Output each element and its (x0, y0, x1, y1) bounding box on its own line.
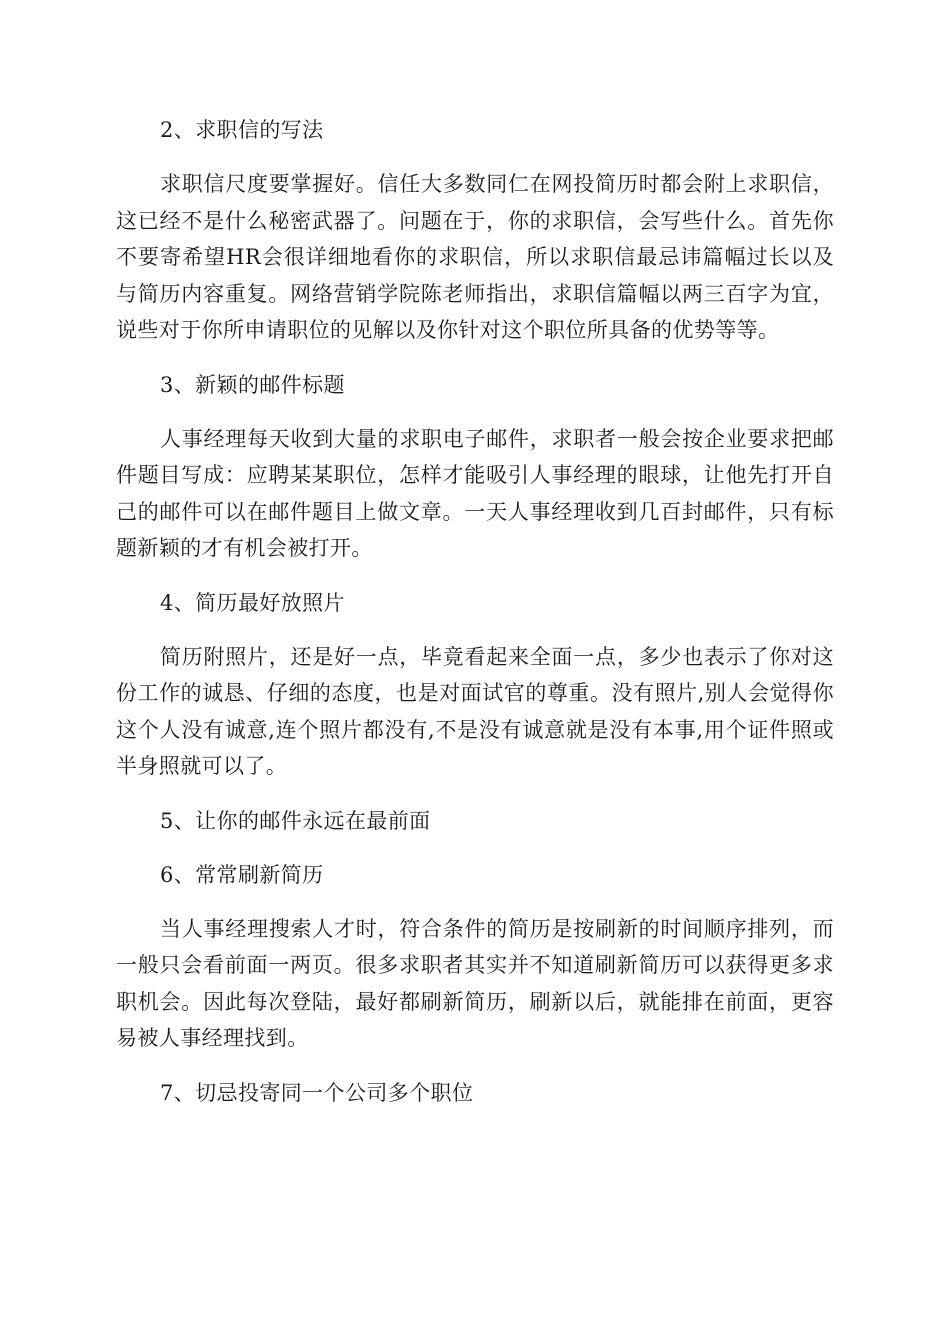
section-paragraph-2: 求职信尺度要掌握好。信任大多数同仁在网投简历时都会附上求职信，这已经不是什么秘密武器了。问题在于，你的求职信，会写些什么。首先你不要寄希望HR会很详细地看你的求职信，所以求职信最忌讳篇幅过长以及与简历内容重复。网络营销学院陈老师指出，求职信篇幅以两三百字为宜，说些对于你所申请职位的见解以及你针对这个职位所具备的优势等等。 (116, 172, 834, 342)
section-heading-4: 4、简历最好放照片 (160, 590, 345, 615)
section-heading-6: 6、常常刷新简历 (160, 862, 324, 887)
section-heading-3: 3、新颖的邮件标题 (160, 372, 345, 397)
document-body (116, 112, 834, 1111)
section-heading-5: 5、让你的邮件永远在最前面 (160, 808, 431, 833)
section-paragraph-6: 当人事经理搜索人才时，符合条件的简历是按刷新的时间顺序排列，而一般只会看前面一两页。很多求职者其实并不知道刷新简历可以获得更多求职机会。因此每次登陆，最好都刷新简历，刷新以后，就能排在前面，更容易被人事经理找到。 (116, 916, 834, 1050)
section-paragraph-3: 人事经理每天收到大量的求职电子邮件，求职者一般会按企业要求把邮件题目写成：应聘某某职位，怎样才能吸引人事经理的眼球，让他先打开自己的邮件可以在邮件题目上做文章。一天人事经理收到几百封邮件，只有标题新颖的才有机会被打开。 (116, 426, 834, 560)
section-heading-2: 2、求职信的写法 (160, 118, 324, 142)
section-paragraph-4: 简历附照片，还是好一点，毕竟看起来全面一点，多少也表示了你对这份工作的诚恳、仔细的态度，也是对面试官的尊重。没有照片,别人会觉得你这个人没有诚意,连个照片都没有,不是没有诚意就是没有本事,用个证件照或半身照就可以了。 (116, 644, 834, 778)
section-heading-7: 7、切忌投寄同一个公司多个职位 (160, 1080, 474, 1105)
